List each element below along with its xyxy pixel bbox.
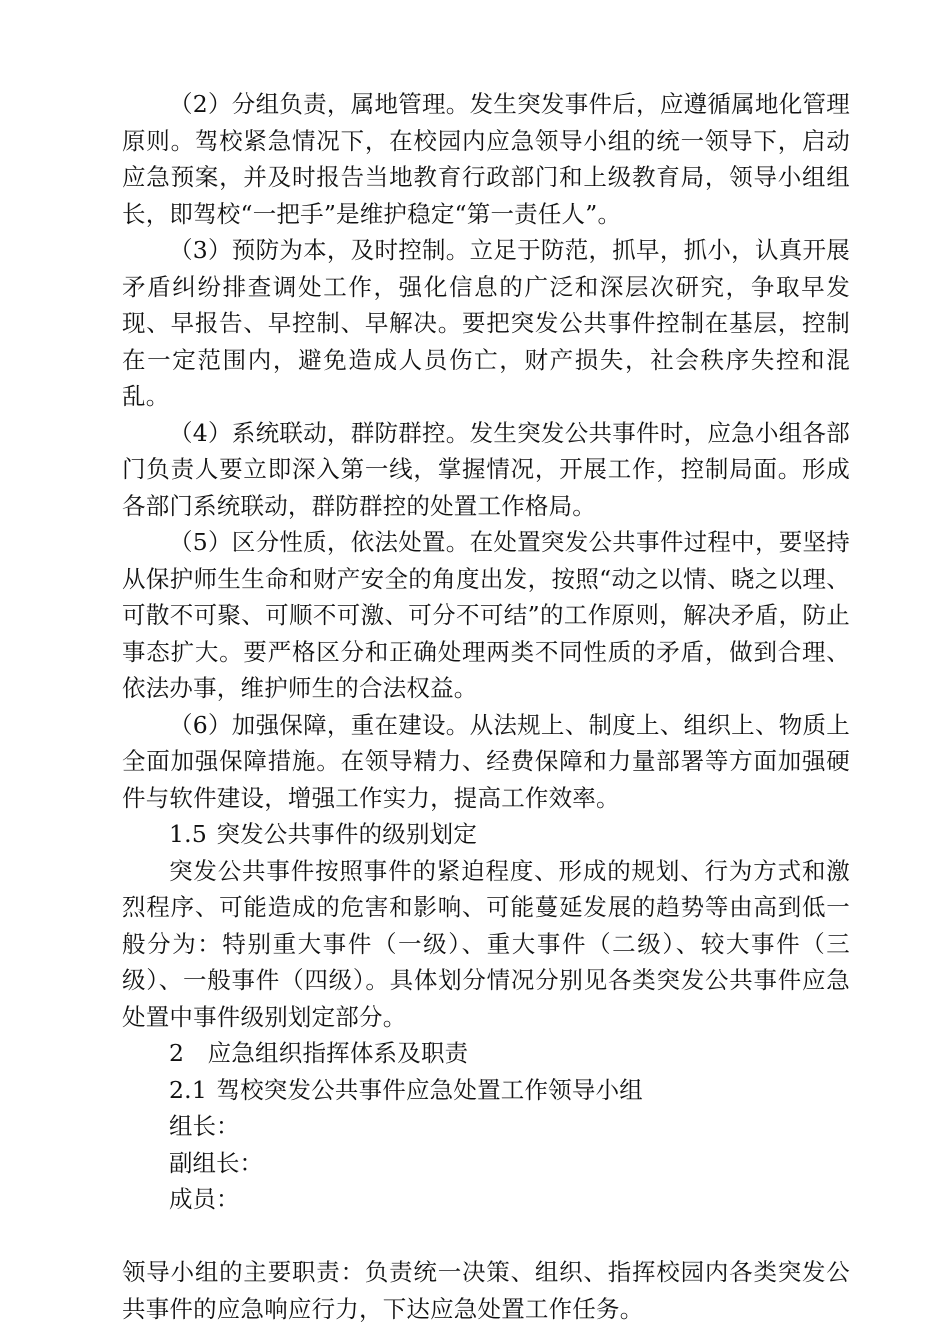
blank-line [122,1218,850,1255]
section-number: 2 [169,1039,185,1067]
section-1-5-body: 突发公共事件按照事件的紧迫程度、形成的规划、行为方式和激烈程序、可能造成的危害和影响、可能蔓延发展的趋势等由高到低一般分为：特别重大事件（一级）、重大事件（二级）、较大事件（三级）、一般事件（四级）。具体划分情况分别见各类突发公共事件应急处置中事件级别划定部分。 [122,856,850,1031]
roster-members: 成员： [169,1185,240,1213]
roster-leader: 组长： [169,1112,240,1140]
principle-paragraph-4: （4）系统联动，群防群控。发生突发公共事件时，应急小组各部门负责人要立即深入第一线，掌握情况，开展工作，控制局面。形成各部门系统联动，群防群控的处置工作格局。 [122,418,850,520]
section-number: 2.1 [169,1075,207,1104]
principle-paragraph-3: （3）预防为本，及时控制。立足于防范，抓早，抓小，认真开展矛盾纠纷排查调处工作，强化信息的广泛和深层次研究，争取早发现、早报告、早控制、早解决。要把突发公共事件控制在基层，控制在一定范围内，避免造成人员伤亡，财产损失，社会秩序失控和混乱。 [122,236,850,410]
section-title: 应急组织指挥体系及职责 [207,1039,469,1067]
section-number: 1.5 [169,820,207,848]
section-2-1-heading [122,1072,850,1109]
roster-deputy-leader: 副组长： [169,1148,263,1177]
principle-paragraph-2: （2）分组负责，属地管理。发生突发事件后，应遵循属地化管理原则。驾校紧急情况下，在校园内应急领导小组的统一领导下，启动应急预案，并及时报告当地教育行政部门和上级教育局，领导小组组长，即驾校“一把手”是维护稳定“第一责任人”。 [122,90,850,228]
section-1-5-heading [122,816,850,853]
section-2-heading [122,1035,850,1072]
section-title: 突发公共事件的级别划定 [216,820,478,848]
principle-paragraph-5: （5）区分性质，依法处置。在处置突发公共事件过程中，要坚持从保护师生生命和财产安全的角度出发，按照“动之以情、晓之以理、可散不可聚、可顺不可激、可分不可结”的工作原则，解决矛盾，防止事态扩大。要严格区分和正确处理两类不同性质的矛盾，做到合理、依法办事，维护师生的合法权益。 [122,528,850,702]
leadership-duties-paragraph: 领导小组的主要职责：负责统一决策、组织、指挥校园内各类突发公共事件的应急响应行力，下达应急处置工作任务。 [122,1258,850,1323]
principle-paragraph-6: （6）加强保障，重在建设。从法规上、制度上、组织上、物质上全面加强保障措施。在领导精力、经费保障和力量部署等方面加强硬件与软件建设，增强工作实力，提高工作效率。 [122,710,850,812]
section-title: 驾校突发公共事件应急处置工作领导小组 [216,1075,643,1104]
